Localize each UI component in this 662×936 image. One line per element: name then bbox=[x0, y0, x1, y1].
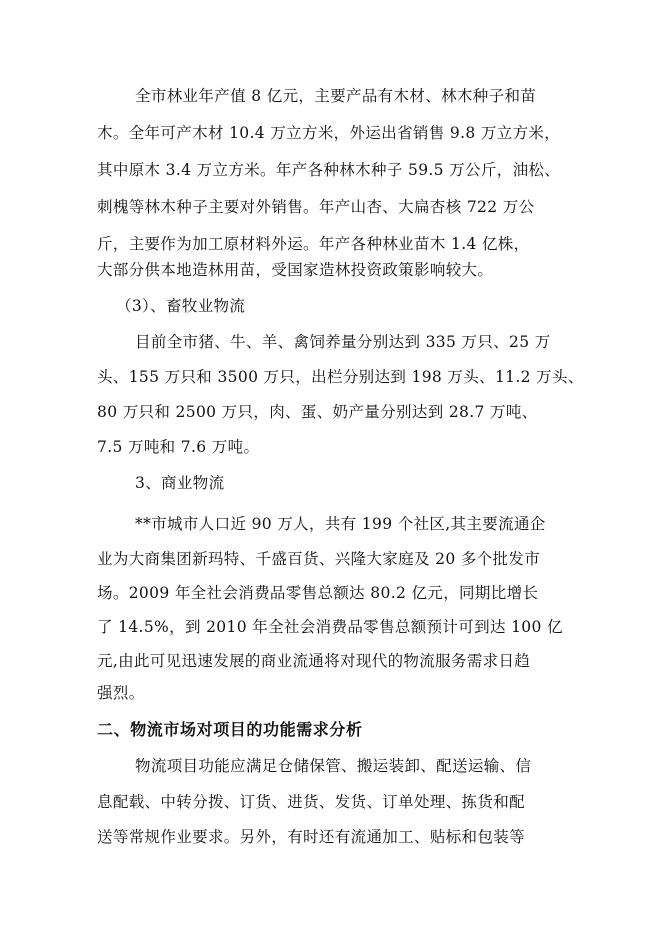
forestry-line-4: 刺槐等林木种子主要对外销售。年产山杏、大扁杏核 722 万公 bbox=[97, 198, 535, 216]
commerce-line-3: 场。2009 年全社会消费品零售总额达 80.2 亿元，同期比增长 bbox=[97, 584, 539, 602]
commerce-line-2: 业为大商集团新玛特、千盛百货、兴隆大家庭及 20 多个批发市 bbox=[97, 550, 541, 568]
livestock-line-3: 80 万只和 2500 万只，肉、蛋、奶产量分别达到 28.7 万吨、 bbox=[97, 403, 538, 421]
forestry-line-1: 全市林业年产值 8 亿元，主要产品有木材、林木种子和苗 bbox=[135, 87, 537, 105]
livestock-heading: （3）、畜牧业物流 bbox=[116, 297, 246, 315]
section-two-line-1: 物流项目功能应满足仓储保管、搬运装卸、配送运输、信 bbox=[135, 757, 532, 775]
section-two-line-2: 息配载、中转分拨、订货、进货、发货、订单处理、拣货和配 bbox=[97, 793, 525, 811]
commerce-line-4: 了 14.5%，到 2010 年全社会消费品零售总额预计可到达 100 亿 bbox=[97, 618, 563, 636]
section-two-line-3: 送等常规作业要求。另外，有时还有流通加工、贴标和包装等 bbox=[97, 828, 525, 846]
livestock-line-2: 头、155 万只和 3500 万只，出栏分别达到 198 万头、11.2 万头、 bbox=[97, 368, 584, 386]
forestry-line-6: 大部分供本地造林用苗，受国家造林投资政策影响较大。 bbox=[97, 261, 494, 279]
forestry-line-2: 木。全年可产木材 10.4 万立方米，外运出省销售 9.8 万立方米， bbox=[97, 124, 561, 142]
commerce-line-5: 元,由此可见迅速发展的商业流通将对现代的物流服务需求日趋 bbox=[97, 652, 531, 670]
livestock-line-4: 7.5 万吨和 7.6 万吨。 bbox=[97, 438, 260, 456]
section-two-heading: 二、物流市场对项目的功能需求分析 bbox=[97, 720, 363, 739]
forestry-line-5: 斤，主要作为加工原材料外运。年产各种林业苗木 1.4 亿株， bbox=[97, 235, 530, 253]
commerce-line-1: **市城市人口近 90 万人，共有 199 个社区,其主要流通企 bbox=[135, 515, 546, 533]
livestock-line-1: 目前全市猪、牛、羊、禽饲养量分别达到 335 万只、25 万 bbox=[135, 333, 551, 351]
commerce-line-6: 强烈。 bbox=[97, 684, 145, 702]
commerce-heading: 3、商业物流 bbox=[135, 474, 225, 492]
forestry-line-3: 其中原木 3.4 万立方米。年产各种林木种子 59.5 万公斤，油松、 bbox=[97, 161, 561, 179]
